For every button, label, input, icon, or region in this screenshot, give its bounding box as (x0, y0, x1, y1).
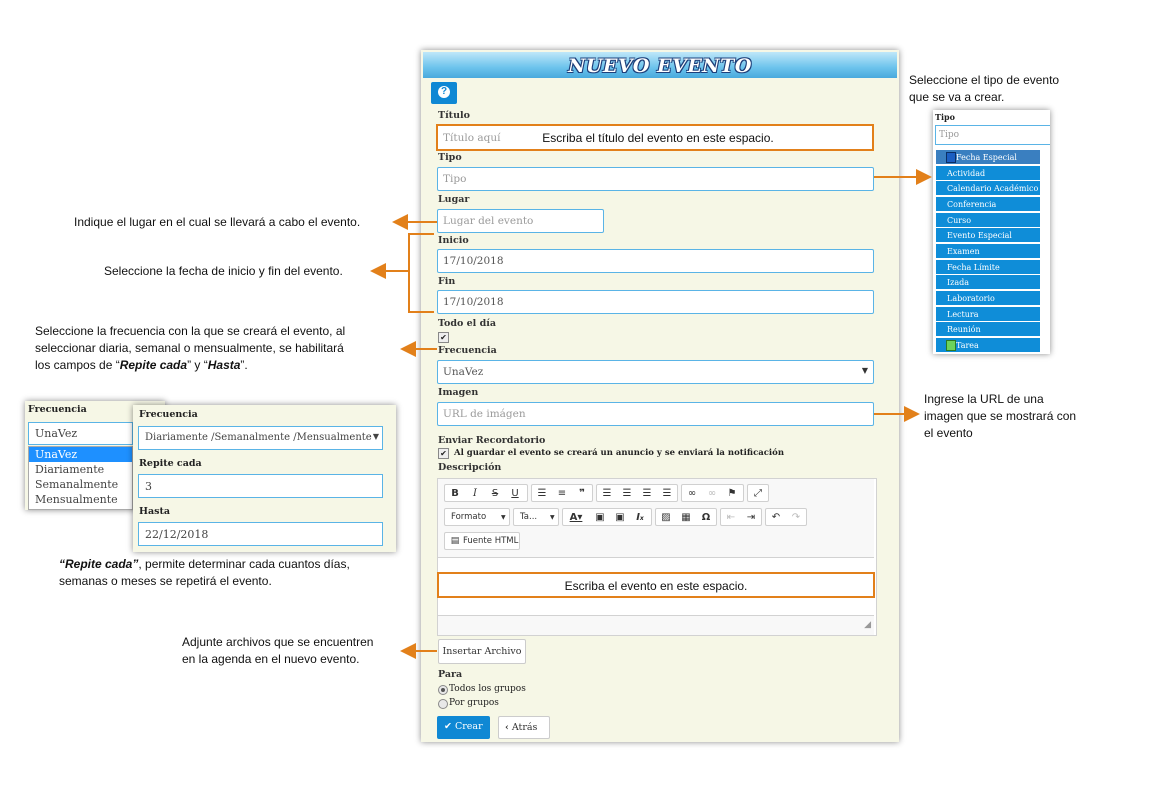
freq1-option[interactable]: Semanalmente (35, 478, 119, 491)
page-title: NUEVO EVENTO (568, 55, 752, 77)
tipo-item[interactable]: Laboratorio (936, 291, 1040, 306)
text-color-icon[interactable]: A▾ (569, 512, 583, 523)
image-icon[interactable]: ▨ (661, 512, 671, 523)
freq1-option[interactable]: Mensualmente (35, 493, 118, 506)
annotation-line: imagen que se mostrará con (924, 409, 1077, 423)
radio-grupos-label: Por grupos (449, 698, 499, 708)
freq1-option[interactable]: UnaVez (29, 447, 132, 462)
freq2-label: Frecuencia (139, 409, 198, 420)
inicio-label: Inicio (438, 235, 469, 246)
annotation-line: en la agenda en el nuevo evento. (182, 652, 360, 666)
annotation-text: ” y “ (187, 358, 208, 372)
source-html-label: Fuente HTML (463, 536, 519, 546)
todo-dia-label: Todo el día (438, 318, 496, 329)
annotation-line: seleccionar diaria, semanal o mensualmente, se habilitará (35, 341, 344, 355)
freq2-value: Diariamente /Semanalmente /Mensualmente (145, 432, 372, 443)
bulleted-list-icon[interactable]: ☰ (537, 488, 547, 499)
tipo-label: Tipo (438, 152, 462, 163)
chevron-down-icon: ▼ (861, 366, 868, 375)
imagen-label: Imagen (438, 387, 479, 398)
link-icon[interactable]: ∞ (687, 488, 697, 499)
blockquote-icon[interactable]: ❞ (579, 488, 585, 499)
tipo-item[interactable]: Calendario Académico (936, 181, 1040, 196)
titulo-label: Título (438, 110, 470, 121)
titulo-input[interactable]: Título aquí (443, 132, 501, 144)
recordatorio-text: Al guardar el evento se creará un anuncio y se enviará la notificación (454, 448, 785, 458)
tipo-item[interactable]: Curso (936, 213, 1040, 228)
annotation-line: Ingrese la URL de una (924, 392, 1044, 406)
radio-todos-label: Todos los grupos (449, 684, 526, 694)
tipo-shot-label: Tipo (935, 112, 955, 122)
para-label: Para (438, 669, 463, 680)
annotation-line: semanas o meses se repetirá el evento. (59, 574, 272, 588)
chevron-down-icon: ▼ (372, 432, 379, 441)
chevron-down-icon: ▼ (550, 514, 555, 521)
annotation-emph: “Repite cada” (59, 557, 139, 571)
outdent-icon[interactable]: ⇤ (726, 512, 736, 523)
descripcion-label: Descripción (438, 462, 502, 473)
titulo-note: Escriba el título del evento en este espacio. (542, 131, 774, 145)
annotation-emph: Hasta (207, 358, 241, 372)
remove-format-icon[interactable]: Ix (636, 512, 644, 523)
freq1-select[interactable]: UnaVez (28, 422, 133, 445)
tipo-item[interactable]: Conferencia (936, 197, 1040, 212)
special-char-icon[interactable]: Ω (701, 512, 711, 523)
fin-label: Fin (438, 276, 456, 287)
annotation-fechas: Seleccione la fecha de inicio y fin del evento. (104, 264, 343, 278)
annotation-line: el evento (924, 426, 973, 440)
maximize-icon[interactable]: ⤢ (754, 488, 762, 499)
tipo-item[interactable]: Reunión (936, 322, 1040, 337)
lugar-input[interactable]: Lugar del evento (437, 209, 604, 233)
undo-icon[interactable]: ↶ (771, 512, 781, 523)
paste-text-icon[interactable]: ▣ (615, 512, 625, 523)
annotation-emph: Repite cada (119, 358, 188, 372)
strikethrough-icon[interactable]: S (491, 488, 499, 499)
tipo-item[interactable]: Actividad (936, 166, 1040, 181)
inicio-date-input[interactable]: 17/10/2018 (437, 249, 874, 273)
chevron-left-icon: ‹ (505, 722, 509, 733)
hasta-label: Hasta (139, 506, 171, 517)
freq1-option[interactable]: Diariamente (35, 463, 105, 476)
frecuencia-value: UnaVez (443, 366, 484, 378)
size-label: Ta... (520, 512, 538, 522)
recordatorio-label: Enviar Recordatorio (438, 435, 546, 446)
anchor-flag-icon[interactable]: ⚑ (727, 488, 737, 499)
freq1-label: Frecuencia (28, 404, 87, 415)
todo-dia-checkbox[interactable]: ✔ (438, 332, 449, 343)
redo-icon[interactable]: ↷ (791, 512, 801, 523)
tipo-input[interactable]: Tipo (437, 167, 874, 191)
tipo-item[interactable]: Izada (936, 275, 1040, 290)
annotation-line: que se va a crear. (909, 90, 1005, 104)
bracket-fechas (409, 234, 434, 312)
annotation-lugar: Indique el lugar en el cual se llevará a cabo el evento. (74, 215, 361, 229)
chevron-down-icon: ▼ (501, 514, 506, 521)
source-icon: ▤ (450, 536, 460, 546)
back-label: Atrás (511, 722, 538, 733)
tipo-item-label: Fecha Especial (956, 153, 1017, 162)
table-icon[interactable]: ▦ (681, 512, 691, 523)
fin-date-input[interactable]: 17/10/2018 (437, 290, 874, 314)
resize-handle-icon[interactable]: ◢ (864, 619, 871, 629)
paste-icon[interactable]: ▣ (595, 512, 605, 523)
annotation-text: ”. (240, 358, 248, 372)
recordatorio-checkbox[interactable]: ✔ (438, 448, 449, 459)
annotation-line: Seleccione la frecuencia con la que se creará el evento, al (35, 324, 346, 338)
underline-icon[interactable]: U (511, 488, 519, 499)
imagen-url-input[interactable]: URL de imágen (437, 402, 874, 426)
tipo-item-label: Tarea (956, 341, 979, 350)
create-label: Crear (455, 721, 483, 732)
align-center-icon[interactable]: ☰ (622, 488, 632, 499)
tipo-item[interactable]: Fecha Límite (936, 260, 1040, 275)
insert-file-button[interactable]: Insertar Archivo (438, 639, 526, 664)
repite-input[interactable]: 3 (138, 474, 383, 498)
tipo-item[interactable]: Evento Especial (936, 228, 1040, 243)
check-icon: ✔ (444, 721, 452, 732)
unlink-icon[interactable]: ∞ (707, 488, 717, 499)
repite-label: Repite cada (139, 458, 202, 469)
question-icon: ? (438, 86, 450, 98)
align-right-icon[interactable]: ☰ (642, 488, 652, 499)
annotation-line: Adjunte archivos que se encuentren (182, 635, 374, 649)
italic-icon[interactable]: I (473, 488, 477, 499)
formato-label: Formato (451, 512, 487, 522)
justify-icon[interactable]: ☰ (662, 488, 672, 499)
editor-note: Escriba el evento en este espacio. (564, 579, 748, 593)
lugar-label: Lugar (438, 194, 470, 205)
bold-icon[interactable]: B (451, 488, 459, 499)
annotation-text: , permite determinar cada cuantos días, (138, 557, 350, 571)
tipo-item[interactable]: Examen (936, 244, 1040, 259)
annotation-text: los campos de “ (35, 358, 120, 372)
tipo-item[interactable]: Lectura (936, 307, 1040, 322)
tipo-shot-input[interactable]: Tipo (935, 125, 1050, 145)
align-left-icon[interactable]: ☰ (602, 488, 612, 499)
hasta-input[interactable]: 22/12/2018 (138, 522, 383, 546)
indent-icon[interactable]: ⇥ (746, 512, 756, 523)
annotation-line: Seleccione el tipo de evento (909, 73, 1060, 87)
frecuencia-label: Frecuencia (438, 345, 497, 356)
numbered-list-icon[interactable]: ≡ (557, 488, 567, 499)
